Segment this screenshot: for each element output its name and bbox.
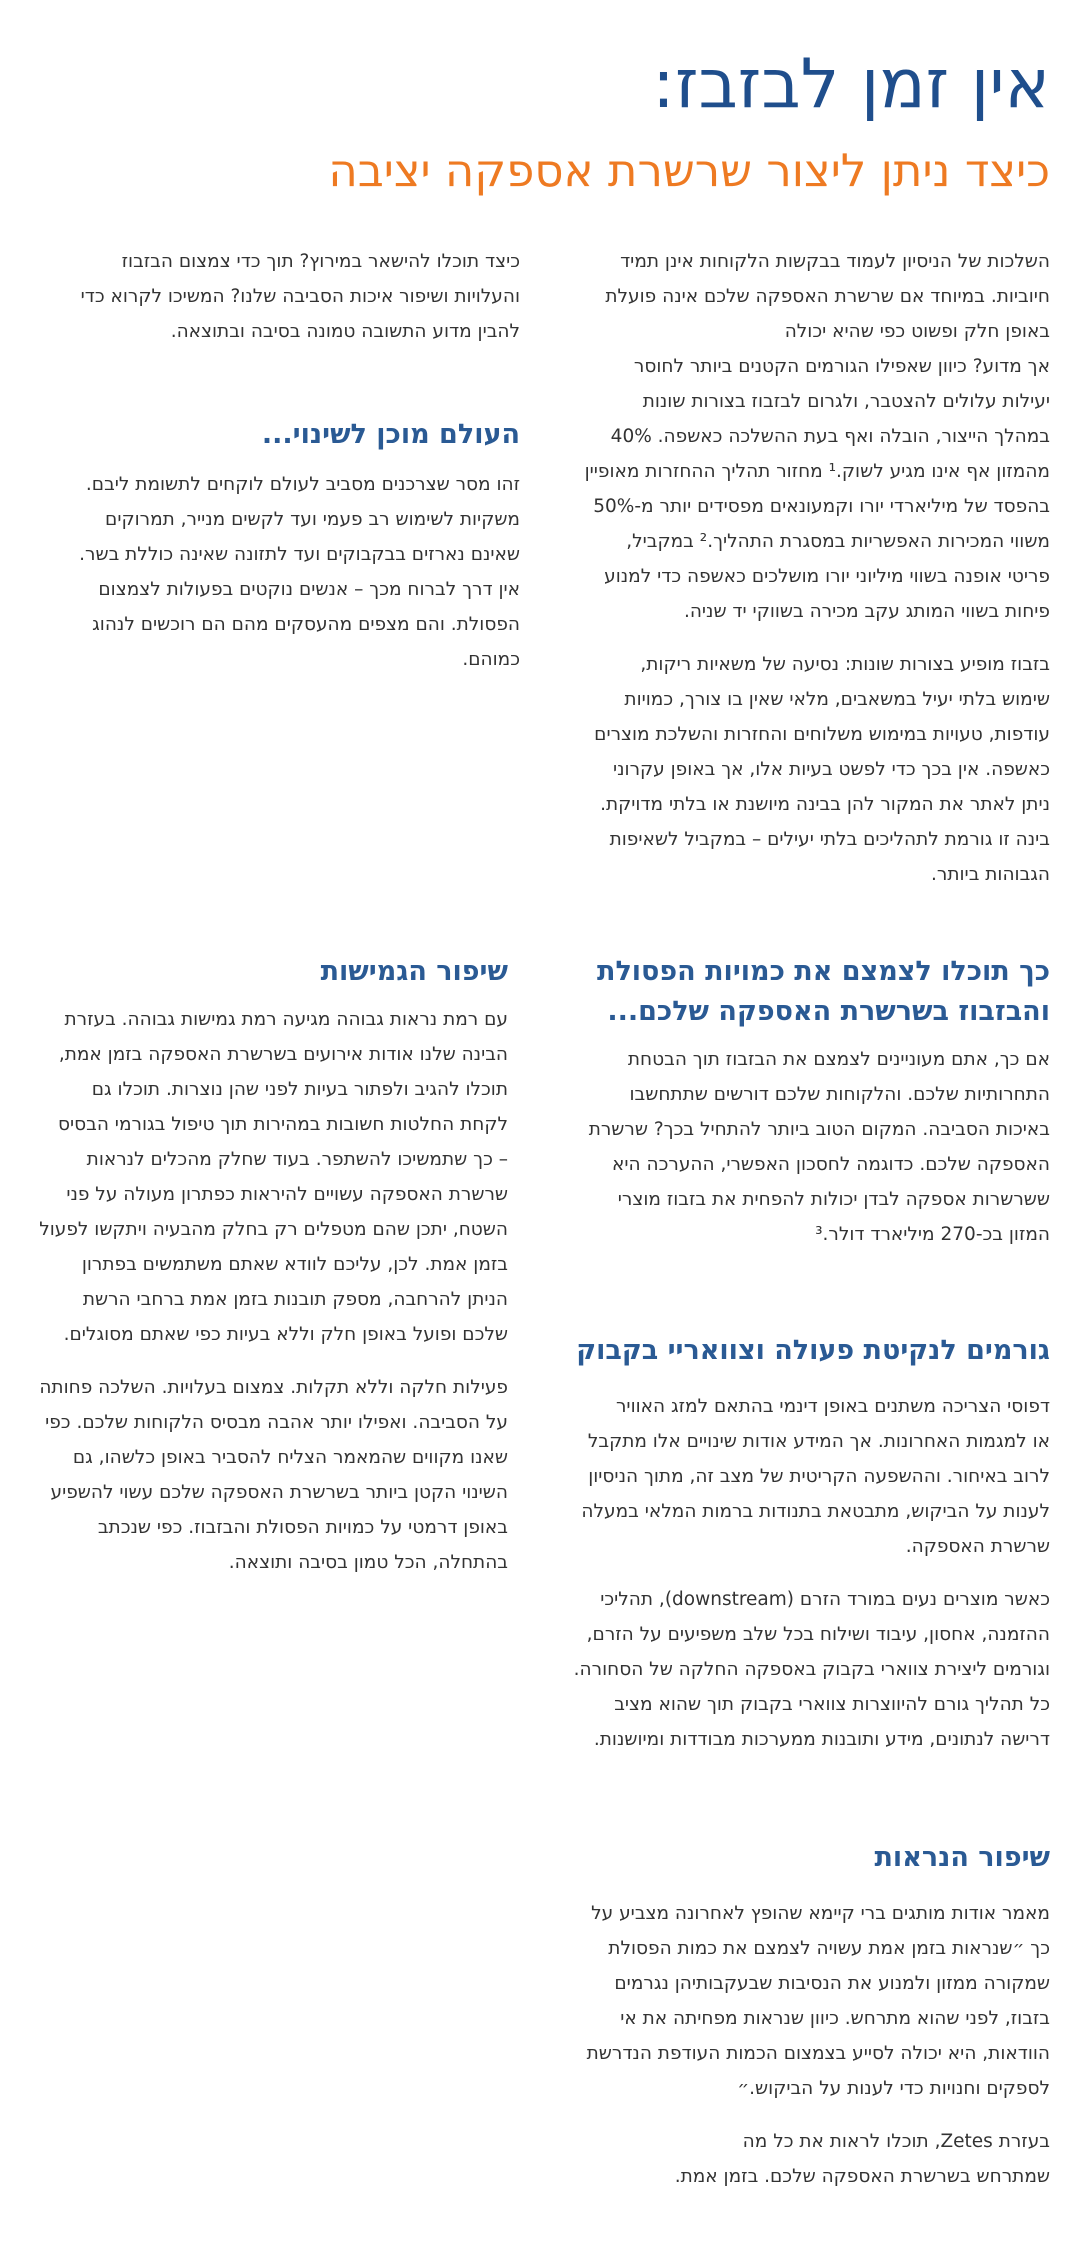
text-line: אך מדוע? כיוון שאפילו הגורמים הקטנים ביותר לחוסר xyxy=(633,356,1050,377)
text-line: שאנו מקווים שהמאמר הצליח להסביר באופן כלשהו, גם xyxy=(72,1447,508,1468)
text-line: בינה זו גורמת לתהליכים בלתי יעילים – במקביל לשאיפות xyxy=(609,829,1050,850)
text-line: על הסביבה. ואפילו יותר אהבה מבסיס הלקוחות שלכם. כפי xyxy=(45,1412,508,1433)
text-line: באיכות הסביבה. המקום הטוב ביותר להתחיל בכך? שרשרת xyxy=(588,1119,1050,1140)
ready-section xyxy=(0,415,520,677)
flexibility-section xyxy=(0,952,508,1580)
text-line: ההזמנה, אחסון, עיבוד ושילוח בכל שלב משפיעים על הזרם, xyxy=(586,1624,1050,1645)
text-line: עם רמת נראות גבוהה מגיעה רמת גמישות גבוהה. בעזרת xyxy=(64,1009,508,1030)
page-subtitle: כיצד ניתן ליצור שרשרת אספקה יציבה xyxy=(328,144,1050,197)
text-line: כל תהליך גורם להיווצרות צווארי בקבוק תוך שהוא מציב xyxy=(614,1694,1050,1715)
text-line: המזון בכ-270 מיליארד דולר.³ xyxy=(815,1224,1050,1245)
text-line: ניתן לאתר את המקור להן בבינה מיושנת או בלתי מדויקת. xyxy=(600,794,1050,815)
text-line: השינוי הקטן ביותר בשרשרת האספקה שלכם עשוי להשפיע xyxy=(50,1482,508,1503)
text-line: לענות על הביקוש, מתבטאת בתנודות ברמות המלאי במעלה xyxy=(581,1501,1050,1522)
text-line: כיצד תוכלו להישאר במירוץ? תוך כדי צמצום הבזבוז xyxy=(121,251,520,272)
text-line: שימוש בלתי יעיל במשאבים, מלאי שאין בו צורך, כמויות xyxy=(624,689,1050,710)
text-line: שמקורה ממזון ולמנוע את הנסיבות שבעקבותיהן נגרמים xyxy=(614,1973,1050,1994)
text-line: פעילות חלקה וללא תקלות. צמצום בעלויות. השלכה פחותה xyxy=(39,1377,508,1398)
text-line: כאשפה. אין בכך כדי לפשט בעיות אלו, אך באופן עקרוני xyxy=(613,759,1050,780)
text-line: מאמר אודות מותגים ברי קיימא שהופץ לאחרונה מצביע על xyxy=(591,1903,1050,1924)
text-line: משקיות לשימוש רב פעמי ועד לקשים מנייר, תמרוקים xyxy=(105,509,520,530)
text-line: פיחות בשווי המותג עקב מכירה בשווקי יד שניה. xyxy=(683,601,1050,622)
text-line: השלכות של הניסיון לעמוד בבקשות הלקוחות אינן תמיד xyxy=(620,251,1050,272)
section-heading-visibility: שיפור הנראות xyxy=(874,1842,1050,1873)
visibility-paragraph-2 xyxy=(530,2124,1050,2194)
visibility-section xyxy=(530,1838,1050,2194)
visibility-paragraph-1 xyxy=(530,1896,1050,2106)
text-line: בעזרת Zetes, תוכלו לראות את כל מה xyxy=(742,2131,1050,2152)
text-line: או למגמות האחרונות. אך המידע אודות שינויים אלו מתקבל xyxy=(587,1431,1050,1452)
section-heading-ready: העולם מוכן לשינוי... xyxy=(261,419,520,450)
text-line: הניתן להרחבה, מספק תובנות בזמן אמת ברחבי הרשת xyxy=(82,1289,508,1310)
text-line: שלכם ופועל באופן חלק וללא בעיות כפי שאתם מסוגלים. xyxy=(63,1324,508,1345)
section-heading-reduce xyxy=(530,952,1050,1032)
text-line: יעילות עלולים להצטבר, ולגרום לבזבוז בצורות שונות xyxy=(642,391,1050,412)
heading-line: כך תוכלו לצמצם את כמויות הפסולת xyxy=(597,956,1050,987)
text-line: דרישה לנתונים, מידע ותובנות ממערכות מבודדות ומיושנות. xyxy=(593,1729,1050,1750)
text-line: באופן חלק ופשוט כפי שהיא יכולה xyxy=(784,321,1050,342)
text-line: שאינם נארזים בבקבוקים ועד לתזונה שאינה כוללת בשר. xyxy=(79,544,520,565)
text-line: דפוסי הצריכה משתנים באופן דינמי בהתאם למזג האוויר xyxy=(615,1396,1050,1417)
text-line: חיוביות. במיוחד אם שרשרת האספקה שלכם אינה פועלת xyxy=(605,286,1050,307)
text-line: – כך שתמשיכו להשתפר. בעוד שחלק מהכלים לנראות xyxy=(86,1149,508,1170)
text-line: מהמזון אף אינו מגיע לשוק.¹ מחזור תהליך ההחזרות מאופיין xyxy=(584,461,1050,482)
factors-paragraph-2 xyxy=(530,1582,1050,1757)
text-line: כך ״שנראות בזמן אמת עשויה לצמצם את כמות הפסולת xyxy=(608,1938,1050,1959)
text-line: באופן דרמטי על כמויות הפסולת והבזבוז. כפי שנכתב xyxy=(97,1517,508,1538)
text-line: שמתרחש בשרשרת האספקה שלכם. בזמן אמת. xyxy=(674,2166,1050,2187)
factors-paragraph-1 xyxy=(530,1389,1050,1564)
text-line: אם כך, אתם מעוניינים לצמצם את הבזבוז תוך הבטחת xyxy=(627,1049,1050,1070)
text-line: בזמן אמת. לכן, עליכם לוודא שאתם משתמשים בפתרון xyxy=(81,1254,508,1275)
text-line: במהלך הייצור, הובלה ואף בעת ההשלכה כאשפה. 40% xyxy=(610,426,1050,447)
text-line: והעלויות ושיפור איכות הסביבה שלנו? המשיכו לקרוא כדי xyxy=(80,286,520,307)
text-line: בהתחלה, הכל טמון בסיבה ותוצאה. xyxy=(228,1552,508,1573)
text-line: הוודאות, היא יכולה לסייע בצמצום הכמות העודפת הנדרשת xyxy=(586,2043,1050,2064)
text-line: ששרשרות אספקה לבדן יכולות להפחית את בזבוז מוצרי xyxy=(617,1189,1050,1210)
text-line: בזבוז, לפני שהוא מתרחש. כיוון שנראות מפחיתה את אי xyxy=(620,2008,1050,2029)
text-line: התחרותיות שלכם. והלקוחות שלכם דורשים שתתחשבו xyxy=(629,1084,1050,1105)
factors-section xyxy=(530,1331,1050,1757)
flexibility-paragraph-1 xyxy=(0,1002,508,1352)
text-line: זהו מסר שצרכנים מסביב לעולם לוקחים לתשומת ליבם. xyxy=(85,474,520,495)
text-line: עודפות, טעויות במימוש משלוחים והחזרות והשלכת מוצרים xyxy=(594,724,1050,745)
section-heading-factors: גורמים לנקיטת פעולה וצוואריי בקבוק xyxy=(576,1335,1050,1366)
intro-left-paragraph xyxy=(0,244,520,349)
text-line: פריטי אופנה בשווי מיליוני יורו מושלכים כאשפה כדי למנוע xyxy=(604,566,1050,587)
section-heading-flexibility: שיפור הגמישות xyxy=(320,956,508,987)
ready-paragraph xyxy=(0,467,520,677)
flexibility-paragraph-2 xyxy=(0,1370,508,1580)
text-line: לרוב באיחור. וההשפעה הקריטית של מצב זה, מתוך הניסיון xyxy=(588,1466,1050,1487)
text-line: תוכלו להגיב ולפתור בעיות לפני שהן נוצרות. תוכלו גם xyxy=(91,1079,508,1100)
text-line: הפסולת. והם מצפים מהעסקים מהם הם רוכשים לנהוג xyxy=(92,614,520,635)
reduce-paragraph xyxy=(530,1042,1050,1252)
page-title: אין זמן לבזבז: xyxy=(652,45,1050,124)
reduce-section xyxy=(530,952,1050,1252)
intro-paragraph-2 xyxy=(530,349,1050,629)
text-line: האספקה שלכם. כדוגמה לחסכון האפשרי, ההערכה היא xyxy=(612,1154,1050,1175)
text-line: כאשר מוצרים נעים במורד הזרם (downstream), תהליכי xyxy=(600,1589,1050,1610)
intro-paragraph-3 xyxy=(530,647,1050,892)
text-line: משווי המכירות האפשריות במסגרת התהליך.² במקביל, xyxy=(626,531,1050,552)
intro-section xyxy=(530,244,1050,892)
text-line: השטח, יתכן שהם מטפלים רק בחלק מהבעיה ויתקשו לפעול xyxy=(39,1219,508,1240)
heading-line: והבזבוז בשרשרת האספקה שלכם... xyxy=(607,996,1050,1027)
text-line: הבינה שלנו אודות אירועים בשרשרת האספקה בזמן אמת, xyxy=(58,1044,508,1065)
text-line: בזבוז מופיע בצורות שונות: נסיעה של משאיות ריקות, xyxy=(640,654,1050,675)
text-line: אין דרך לברוח מכך – אנשים נוקטים בפעולות לצמצום xyxy=(98,579,520,600)
text-line: בהפסד של מיליארדי יורו וקמעונאים מפסידים יותר מ-50% xyxy=(593,496,1050,517)
text-line: הגבוהות ביותר. xyxy=(931,864,1050,885)
text-line: כמוהם. xyxy=(462,649,520,670)
text-line: לספקים וחנויות כדי לענות על הביקוש.״ xyxy=(737,2078,1050,2099)
text-line: שרשרת האספקה עשויים להיראות כפתרון מעולה על פני xyxy=(66,1184,508,1205)
text-line: לקחת החלטות חשובות במהירות תוך טיפול בגורמי הבסיס xyxy=(58,1114,508,1135)
intro-paragraph-1 xyxy=(530,244,1050,349)
text-line: וגורמים ליצירת צווארי בקבוק באספקה החלקה של הסחורה. xyxy=(573,1659,1050,1680)
text-line: להבין מדוע התשובה טמונה בסיבה ובתוצאה. xyxy=(170,321,520,342)
intro-left-section xyxy=(0,244,520,349)
text-line: שרשרת האספקה. xyxy=(905,1536,1050,1557)
